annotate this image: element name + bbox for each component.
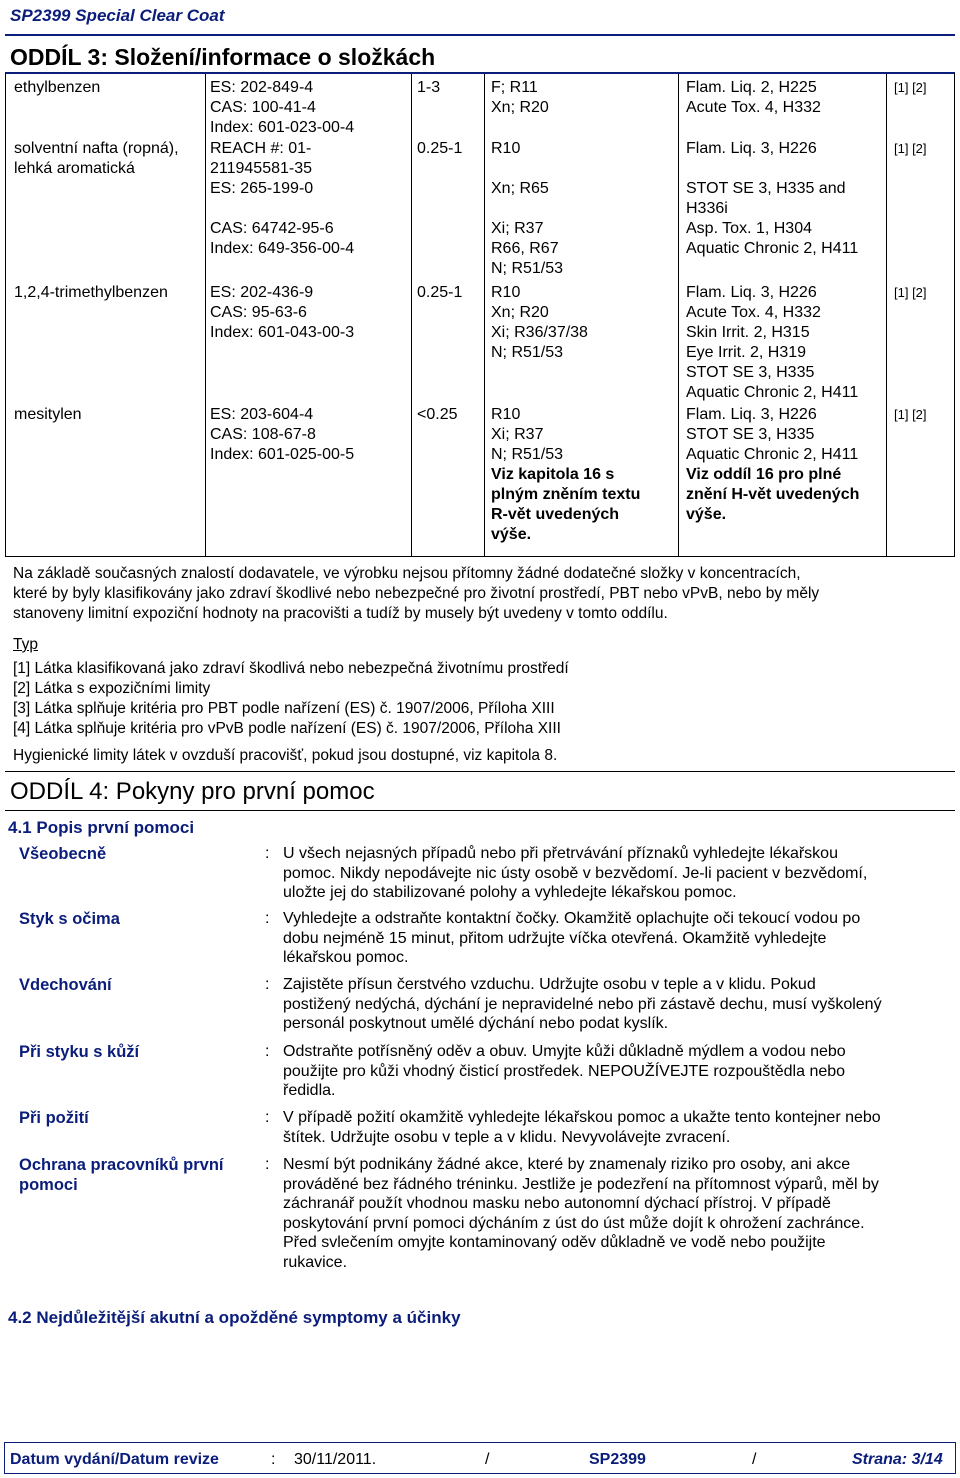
footer-product-code: SP2399 [589, 1451, 646, 1468]
r-classification: F; R11 Xn; R20 [491, 79, 549, 116]
footer-separator: / [485, 1451, 490, 1468]
section4-top-rule [5, 771, 955, 772]
type-reference: [1] [2] [894, 407, 927, 422]
type-reference: [1] [2] [894, 80, 927, 95]
concentration: <0.25 [417, 406, 458, 423]
clp-classification: Flam. Liq. 3, H226 Acute Tox. 4, H332 Skin Irrit. 2, H315 Eye Irrit. 2, H319 STOT SE 3, H335 Aquatic Chronic 2, H411 [686, 284, 859, 401]
first-aid-text-rescuer: Nesmí být podnikány žádné akce, které by znamenaly riziko pro osoby, ani akce prováděné bez řádného tréninku. Jestliže je podezření na přítomnost výparů, měl by záchranář použít vhodnou masku nebo autonomní dýchací přístroj. V případě poskytování první pomoci dýcháním z úst do úst může dojít k ohrožení zachránce. Před svlečením omyjte kontaminovaný oděv důkladně ve vodě nebo použijte rukavice. [283, 1156, 879, 1271]
first-aid-label-inhalation: Vdechování [19, 976, 112, 994]
substance-name: ethylbenzen [14, 79, 101, 96]
concentration: 0.25-1 [417, 140, 463, 157]
first-aid-description-heading: 4.1 Popis první pomoci [8, 818, 195, 837]
first-aid-text-skin: Odstraňte potřísněný oděv a obuv. Umyjte kůži důkladně mýdlem a vodou nebo použijte pro kůži vhodný čisticí prostředek. NEPOUŽÍVEJTE rozpouštědla nebo ředidla. [283, 1043, 846, 1099]
first-aid-text-eye: Vyhledejte a odstraňte kontaktní čočky. Okamžitě oplachujte oči tekoucí vodou po dobu nejméně 15 minut, přitom udržujte víčka otevřená. Okamžitě vyhledejte lékařskou pomoc. [283, 910, 861, 966]
clp-classification: Flam. Liq. 3, H226 STOT SE 3, H335 and H336i Asp. Tox. 1, H304 Aquatic Chronic 2, H411 [686, 140, 859, 257]
clp-classification: Flam. Liq. 3, H226 STOT SE 3, H335 Aquatic Chronic 2, H411 Viz oddíl 16 pro plné znění H-vět uvedených výše. [686, 406, 860, 523]
substance-identifiers: ES: 202-849-4 CAS: 100-41-4 Index: 601-023-00-4 [210, 79, 355, 136]
section4-heading: ODDÍL 4: Pokyny pro první pomoc [10, 778, 375, 805]
colon: : [265, 845, 270, 862]
first-aid-label-rescuer: Ochrana pracovníků první pomoci [19, 1156, 224, 1194]
substance-identifiers: ES: 202-436-9 CAS: 95-63-6 Index: 601-043-00-3 [210, 284, 355, 341]
table-divider [484, 74, 485, 557]
colon: : [265, 1156, 270, 1173]
concentration: 1-3 [417, 79, 441, 96]
table-divider [205, 74, 206, 557]
document-title: SP2399 Special Clear Coat [10, 6, 225, 25]
colon: : [265, 910, 270, 927]
symptoms-heading: 4.2 Nejdůležitější akutní a opožděné symptomy a účinky [8, 1308, 461, 1327]
h-phrases-note: Viz oddíl 16 pro plné [686, 466, 842, 483]
first-aid-label-eye: Styk s očima [19, 910, 120, 928]
colon: : [265, 976, 270, 993]
table-divider [411, 74, 412, 557]
r-classification: R10 Xn; R20 Xi; R36/37/38 N; R51/53 [491, 284, 588, 361]
r-phrases-note: Viz kapitola 16 s [491, 466, 615, 483]
table-divider [886, 74, 887, 557]
r-classification: R10 Xi; R37 N; R51/53 Viz kapitola 16 s plným zněním textu R-vět uvedených výše. [491, 406, 641, 543]
type-legend: [1] Látka klasifikovaná jako zdraví škodlivá nebo nebezpečná životnímu prostředí [2] Látka s expozičními limity [3] Látka splňuje kritéria pro PBT podle nařízení (ES) č. 1907/2006, Příloha XIII [4] Látka splňuje kritéria pro vPvB podle nařízení (ES) č. 1907/2006, Příloha XIII [13, 660, 569, 737]
substance-name: 1,2,4-trimethylbenzen [14, 284, 168, 301]
r-classification: R10 Xn; R65 Xi; R37 R66, R67 N; R51/53 [491, 140, 564, 277]
footer-date: 30/11/2011. [294, 1451, 377, 1468]
footer-colon: : [271, 1451, 276, 1468]
type-reference: [1] [2] [894, 141, 927, 156]
first-aid-label-ingestion: Při požití [19, 1109, 89, 1127]
substance-identifiers: ES: 203-604-4 CAS: 108-67-8 Index: 601-025-00-5 [210, 406, 355, 463]
supplier-note: Na základě současných znalostí dodavatele, ve výrobku nejsou přítomny žádné dodatečné složky v koncentracích, které by byly klasifikovány jako zdraví škodlivé nebo nebezpečné pro životní prostředí, PBT nebo vPvB, nebo by měly stanoveny limitní expoziční hodnoty na pracovišti a tudíž by musely být uvedeny v tomto oddílu. [13, 565, 820, 622]
colon: : [265, 1109, 270, 1126]
header-rule [5, 34, 955, 36]
footer-separator: / [752, 1451, 757, 1468]
substance-name: mesitylen [14, 406, 82, 423]
first-aid-text-general: U všech nejasných případů nebo při přetrvávání příznaků vyhledejte lékařskou pomoc. Nikdy nepodávejte nic ústy osobě v bezvědomí. Je-li pacient v bezvědomí, uložte jej do stabilizované polohy a vyhledejte lékařskou pomoc. [283, 845, 868, 901]
table-divider [678, 74, 679, 557]
section3-heading: ODDÍL 3: Složení/informace o složkách [10, 44, 436, 70]
colon: : [265, 1043, 270, 1060]
type-reference: [1] [2] [894, 285, 927, 300]
footer-page-number: Strana: 3/14 [852, 1451, 943, 1468]
first-aid-text-inhalation: Zajistěte přísun čerstvého vzduchu. Udržujte osobu v teple a v klidu. Pokud postižený nedýchá, dýchání je nepravidelné nebo při zástavě dechu, musí vyškolený personál poskytnout umělé dýchání nebo podat kyslík. [283, 976, 882, 1032]
clp-classification: Flam. Liq. 2, H225 Acute Tox. 4, H332 [686, 79, 821, 116]
first-aid-label-general: Všeobecně [19, 845, 107, 863]
first-aid-text-ingestion: V případě požití okamžitě vyhledejte lékařskou pomoc a ukažte tento kontejner nebo štítek. Udržujte osobu v teple a v klidu. Nevyvolávejte zvracení. [283, 1109, 881, 1146]
section4-rule [5, 810, 955, 811]
concentration: 0.25-1 [417, 284, 463, 301]
footer-label: Datum vydání/Datum revize [10, 1451, 219, 1468]
type-heading: Typ [13, 636, 38, 653]
hygiene-note: Hygienické limity látek v ovzduší pracovišť, pokud jsou dostupné, viz kapitola 8. [13, 747, 558, 764]
first-aid-label-skin: Při styku s kůží [19, 1043, 140, 1061]
substance-identifiers: REACH #: 01- 211945581-35 ES: 265-199-0 CAS: 64742-95-6 Index: 649-356-00-4 [210, 140, 355, 257]
substance-name: solventní nafta (ropná), lehká aromatická [14, 140, 179, 177]
